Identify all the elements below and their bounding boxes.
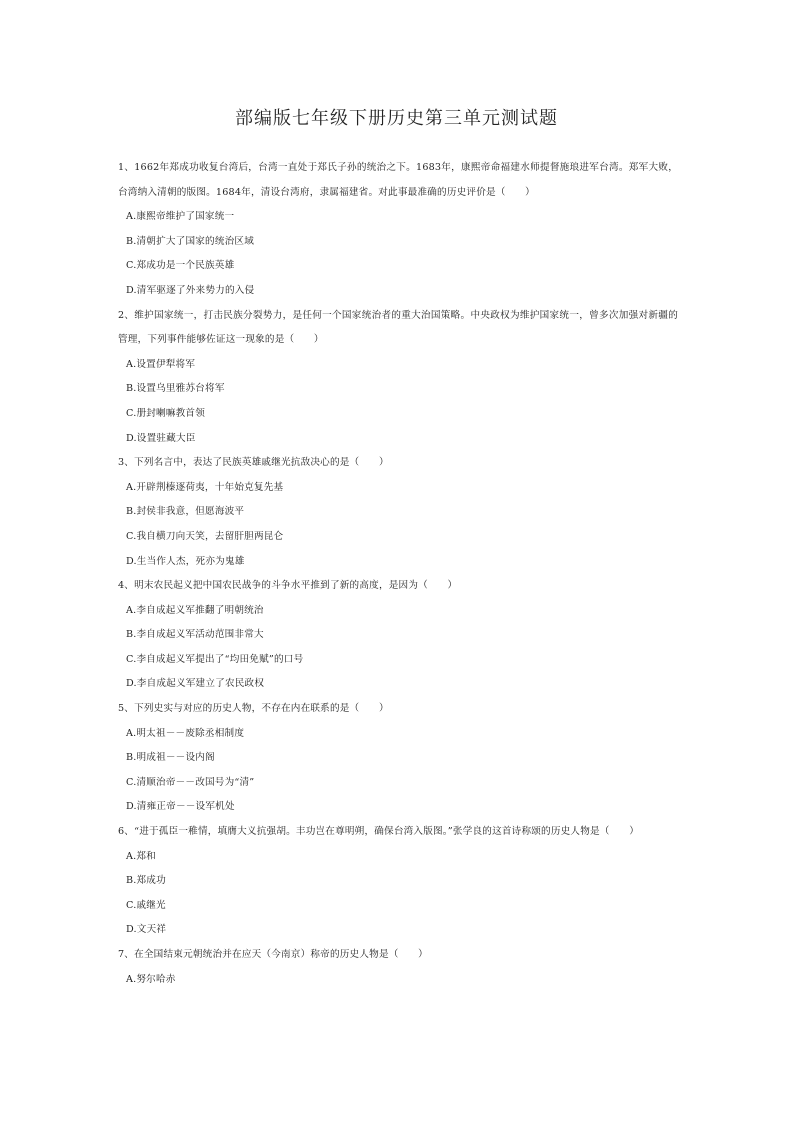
question-stem: 7、在全国结束元朝统治并在应天（今南京）称帝的历史人物是（ ） [118, 949, 428, 960]
option-a: A.明太祖－－废除丞相制度 [126, 727, 245, 739]
question-1 [118, 156, 678, 304]
question-stem: 6、“进于孤臣一稚情，填膺大义抗强胡。丰功岂在尊明朔，确保台湾入版图。”张学良的这首诗称颂的历史人物是（ ） [118, 826, 639, 838]
question-7 [118, 943, 678, 992]
question-3 [118, 451, 678, 574]
question-2 [118, 304, 678, 452]
option-d: D.生当作人杰，死亦为鬼雄 [126, 555, 245, 567]
question-stem: 3、下列名言中，表达了民族英雄戚继光抗敌决心的是（ ） [118, 457, 389, 469]
option-c: C.郑成功是一个民族英雄 [126, 260, 235, 272]
option-c: C.戚继光 [126, 899, 166, 911]
document-title: 部编版七年级下册历史第三单元测试题 [235, 108, 558, 129]
option-b: B.明成祖－－设内阁 [126, 752, 215, 764]
question-stem: 1、1662年郑成功收复台湾后，台湾一直处于郑氏子孙的统治之下。1683年，康熙帝命福建水师提督施琅进军台湾。郑军大败，台湾纳入清朝的版图。1684年，清设台湾府，隶属福建省。对此事最准确的历史评价是（ ） [118, 162, 678, 198]
option-c: C.册封喇嘛教首领 [126, 407, 206, 419]
option-c: C.李自成起义军提出了“均田免赋”的口号 [126, 653, 304, 665]
option-d: D.清雍正帝－－设军机处 [126, 801, 235, 813]
option-a: A.设置伊犁将军 [126, 358, 196, 370]
option-b: B.清朝扩大了国家的统治区域 [126, 235, 255, 247]
option-a: A.康熙帝维护了国家统一 [126, 211, 235, 223]
question-4 [118, 574, 678, 697]
option-b: B.封侯非我意，但愿海波平 [126, 506, 245, 518]
option-d: D.文天祥 [126, 924, 167, 936]
question-5 [118, 697, 678, 820]
option-b: B.李自成起义军活动范围非常大 [126, 629, 264, 641]
question-list [118, 156, 678, 992]
option-c: C.我自横刀向天笑，去留肝胆两昆仑 [126, 530, 284, 542]
option-a: A.郑和 [126, 850, 156, 862]
question-stem: 4、明末农民起义把中国农民战争的斗争水平推到了新的高度，是因为（ ） [118, 580, 458, 592]
question-6 [118, 820, 678, 943]
option-b: B.设置乌里雅苏台将军 [126, 383, 225, 395]
option-a: A.开辟荆榛逐荷夷，十年始克复先基 [126, 481, 284, 493]
option-a: A.努尔哈赤 [126, 973, 176, 985]
option-c: C.清顺治帝－－改国号为“清” [126, 776, 255, 788]
option-a: A.李自成起义军推翻了明朝统治 [126, 604, 264, 616]
question-stem: 2、维护国家统一，打击民族分裂势力，是任何一个国家统治者的重大治国策略。中央政权为维护国家统一，曾多次加强对新疆的管理，下列事件能够佐证这一现象的是（ ） [118, 309, 678, 346]
option-b: B.郑成功 [126, 875, 166, 887]
option-d: D.李自成起义军建立了农民政权 [126, 678, 265, 690]
option-d: D.清军驱逐了外来势力的入侵 [126, 284, 255, 296]
option-d: D.设置驻藏大臣 [126, 432, 196, 444]
question-stem: 5、下列史实与对应的历史人物，不存在内在联系的是（ ） [118, 703, 389, 715]
